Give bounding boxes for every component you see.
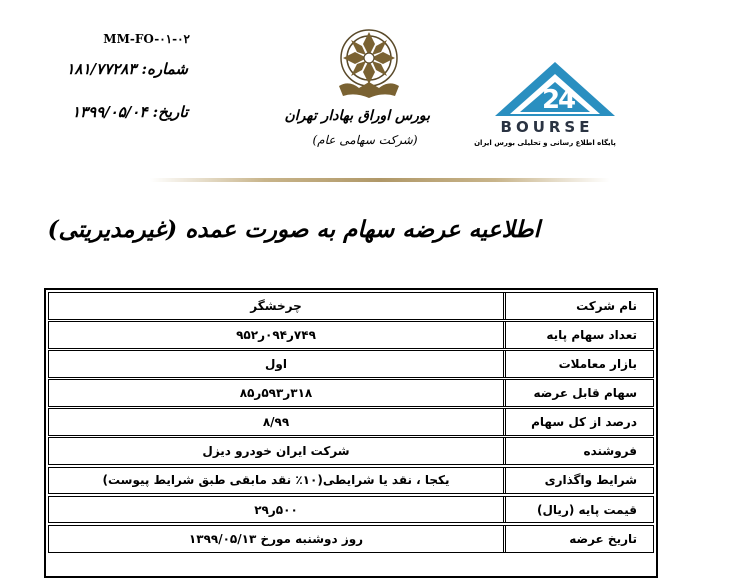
table-row xyxy=(48,292,654,320)
row-label: درصد از کل سهام xyxy=(503,409,653,435)
document-number: شماره: ۱۸۱/۷۷۲۸۳ xyxy=(66,60,188,78)
table-row xyxy=(48,496,654,524)
svg-text:2: 2 xyxy=(542,85,561,115)
table-row xyxy=(48,321,654,349)
offering-info-table xyxy=(44,288,658,578)
row-value: ۷۴۹ر۰۹۴ر۹۵۲ xyxy=(236,327,316,342)
document-date: تاریخ: ۱۳۹۹/۰۵/۰۴ xyxy=(71,103,188,121)
row-label: فروشنده xyxy=(503,438,653,464)
header-divider xyxy=(150,178,610,182)
bourse-wordmark: BOURSE xyxy=(500,118,594,136)
bourse-tagline: پایگاه اطلاع رسانی و تحلیلی بورس ایران xyxy=(474,139,616,147)
row-value: چرخشگر xyxy=(250,298,302,313)
table-row xyxy=(48,437,654,465)
row-value: یکجا ، نقد یا شرایطی(۱۰٪ نقد مابقی طبق شرایط پیوست) xyxy=(102,473,450,488)
row-label: تاریخ عرضه xyxy=(503,526,653,552)
row-value: ۵۰۰ر۲۹ xyxy=(254,502,298,517)
row-label: قیمت پایه (ریال) xyxy=(503,497,653,523)
row-label: نام شرکت xyxy=(503,293,653,319)
document-title: اطلاعیه عرضه سهام به صورت عمده (غیرمدیریتی) xyxy=(47,216,540,243)
row-value: شرکت ایران خودرو دیزل xyxy=(202,444,350,459)
row-label: تعداد سهام پایه xyxy=(503,322,653,348)
table-row xyxy=(48,379,654,407)
document-code: MM-FO-۰۱-۰۲ xyxy=(103,32,190,46)
exchange-subtitle: (شرکت سهامی عام) xyxy=(312,133,418,147)
table-row xyxy=(48,525,654,553)
row-value: اول xyxy=(265,357,287,372)
table-row xyxy=(48,408,654,436)
exchange-name: بورس اوراق بهادار تهران xyxy=(284,108,430,124)
bourse-logo-icon xyxy=(490,60,620,126)
row-label: بازار معاملات xyxy=(503,351,653,377)
row-label: سهام قابل عرضه xyxy=(503,380,653,406)
table-row xyxy=(48,467,654,495)
table-row xyxy=(48,350,654,378)
row-value: ۸/۹۹ xyxy=(262,415,290,430)
row-value: روز دوشنبه مورخ ۱۳۹۹/۰۵/۱۳ xyxy=(188,531,364,546)
row-label: شرایط واگذاری xyxy=(503,468,653,494)
exchange-emblem-icon xyxy=(329,22,409,104)
svg-text:4: 4 xyxy=(558,85,577,115)
row-value: ۳۱۸ر۵۹۳ر۸۵ xyxy=(239,386,313,401)
